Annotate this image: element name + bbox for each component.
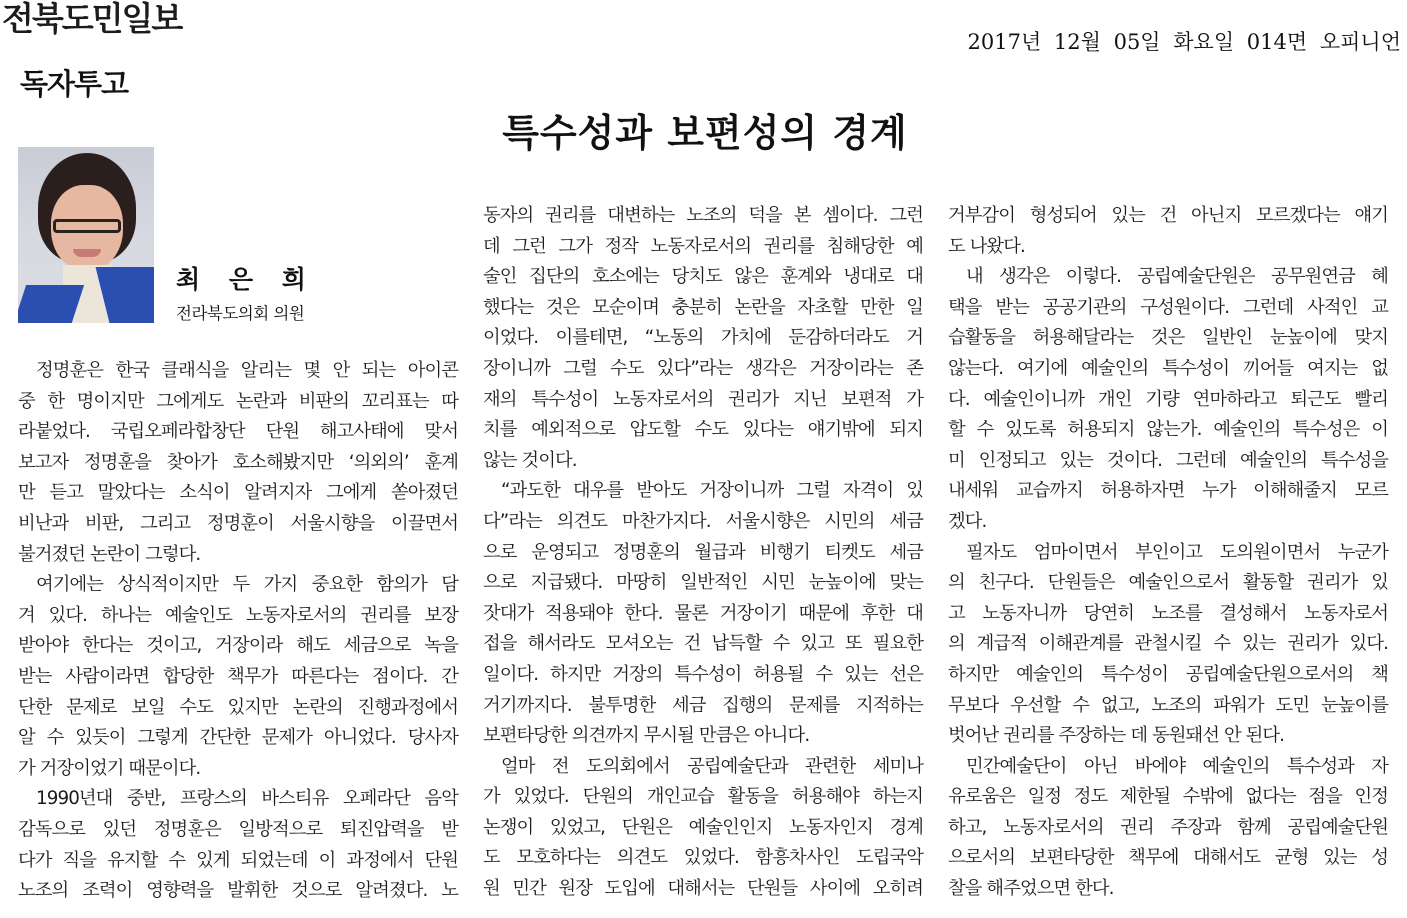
article-text-line: 다. 예술인이니까 개인 기량 연마하라고 퇴근도 빨리 bbox=[948, 388, 1388, 410]
article-text-line: 동자의 권리를 대변하는 노조의 덕을 본 셈이다. 그런 bbox=[483, 205, 923, 226]
article-text-line: 했다는 것은 모순이며 충분히 논란을 자초할 만한 일 bbox=[483, 296, 923, 318]
article-text-line: 접을 해서라도 모셔오는 건 납득할 수 있고 또 필요한 bbox=[483, 633, 923, 655]
article-text-line: 의 친구다. 단원들은 예술인으로서 활동할 권리가 있 bbox=[948, 572, 1388, 594]
article-text-line: 찰을 해주었으면 한다. bbox=[948, 878, 1114, 900]
article-text-line: 보고자 정명훈을 찾아가 호소해봤지만 ‘의외의’ 훈계 bbox=[18, 451, 458, 473]
article-text-line: 받는 사람이라면 합당한 책무가 따른다는 점이다. 간 bbox=[18, 665, 458, 687]
article-text-line: 하지만 예술인의 특수성이 공립예술단원으로서의 책 bbox=[948, 663, 1388, 685]
article-text-line: 내 생각은 이렇다. 공립예술단원은 공무원연금 혜 bbox=[966, 266, 1388, 288]
article-text-line: 단한 문제로 보일 수도 있지만 논란의 진행과정에서 bbox=[18, 696, 458, 718]
article-column-2 bbox=[483, 201, 923, 905]
article-text-line: 재의 특수성이 노동자로서의 권리가 지닌 보편적 가 bbox=[483, 388, 923, 410]
article-text-line: 다”라는 의견도 마찬가지다. 서울시향은 시민의 세금 bbox=[483, 510, 923, 532]
publication-info: 2017년 12월 05일 화요일 014면 오피니언 bbox=[967, 30, 1401, 54]
article-text-line: 도 나왔다. bbox=[948, 235, 1025, 257]
article-text-line: 논쟁이 있었고, 단원은 예술인인지 노동자인지 경계 bbox=[483, 816, 923, 838]
section-label: 독자투고 bbox=[20, 67, 129, 101]
article-text-line: 으로 운영되고 정명훈의 월급과 비행기 티켓도 세금 bbox=[483, 541, 923, 563]
article-text-line: 미 인정되고 있는 것이다. 그런데 예술인의 특수성을 bbox=[948, 449, 1388, 471]
article-text-line: 으로서의 보편타당한 책무에 대해서도 균형 있는 성 bbox=[948, 847, 1388, 869]
article-text-line: 의 계급적 이해관계를 관철시킬 수 있는 권리가 있다. bbox=[948, 633, 1388, 655]
article-text-line: 가 있었다. 단원의 개인교습 활동을 허용해야 하는지 bbox=[483, 786, 923, 808]
article-text-line: 습활동을 허용해달라는 것은 일반인 눈높이에 맞지 bbox=[948, 327, 1388, 349]
article-text-line: 이었다. 이를테면, “노동의 가치에 둔감하더라도 거 bbox=[483, 327, 923, 349]
article-text-line: 라붙었다. 국립오페라합창단 단원 해고사태에 맞서 bbox=[18, 421, 458, 443]
article-text-line: “과도한 대우를 받아도 거장이니까 그럴 자격이 있 bbox=[501, 480, 923, 502]
article-text-line: 비난과 비판, 그리고 정명훈이 서울시향을 이끌면서 bbox=[18, 512, 458, 534]
author-title: 전라북도의회 의원 bbox=[176, 304, 305, 323]
article-text-line: 겨 있다. 하나는 예술인도 노동자로서의 권리를 보장 bbox=[18, 604, 458, 626]
article-text-line: 불거졌던 논란이 그렇다. bbox=[18, 543, 201, 565]
article-text-line: 도 모호하다는 의견도 있었다. 함흥차사인 도립국악 bbox=[483, 847, 923, 869]
portrait-mouth bbox=[73, 249, 101, 257]
article-text-line: 거부감이 형성되어 있는 건 아닌지 모르겠다는 얘기 bbox=[948, 205, 1388, 226]
article-text-line: 노조의 조력이 영향력을 발휘한 것으로 알려졌다. 노 bbox=[18, 880, 458, 902]
article-text-line: 정명훈은 한국 클래식을 알리는 몇 안 되는 아이콘 bbox=[36, 360, 458, 381]
article-column-3 bbox=[948, 201, 1388, 905]
article-text-line: 거기까지다. 불투명한 세금 집행의 문제를 지적하는 bbox=[483, 694, 923, 716]
article-text-line: 다가 직을 유지할 수 있게 되었는데 이 과정에서 단원 bbox=[18, 849, 458, 871]
author-portrait-image bbox=[18, 147, 154, 323]
article-headline: 특수성과 보편성의 경계 bbox=[502, 110, 908, 155]
article-text-line: 내세워 교습까지 허용하자면 누가 이해해줄지 모르 bbox=[948, 480, 1388, 502]
article-text-line: 택을 받는 공공기관의 구성원이다. 그런데 사적인 교 bbox=[948, 296, 1388, 318]
article-text-line: 여기에는 상식적이지만 두 가지 중요한 함의가 담 bbox=[36, 574, 458, 596]
article-text-line: 일이다. 하지만 거장의 특수성이 허용될 수 있는 선은 bbox=[483, 663, 923, 685]
article-text-line: 치를 예외적으로 압도할 수도 있다는 얘기밖에 되지 bbox=[483, 419, 923, 441]
article-text-line: 무보다 우선할 수 없고, 노조의 파워가 도민 눈높이를 bbox=[948, 694, 1388, 716]
article-text-line: 만 듣고 말았다는 소식이 알려지자 그에게 쏟아졌던 bbox=[18, 482, 458, 504]
article-text-line: 원 민간 원장 도입에 대해서는 단원들 사이에 오히려 bbox=[483, 878, 923, 900]
author-name: 최 은 희 bbox=[176, 265, 316, 294]
article-text-line: 얼마 전 도의회에서 공립예술단과 관련한 세미나 bbox=[501, 755, 923, 777]
article-text-line: 데 그런 그가 정작 노동자로서의 권리를 침해당한 예 bbox=[483, 235, 923, 257]
article-text-line: 하고, 노동자로서의 권리 주장과 함께 공립예술단원 bbox=[948, 816, 1388, 838]
article-column-1 bbox=[18, 356, 458, 907]
article-text-line: 민간예술단이 아닌 바에야 예술인의 특수성과 자 bbox=[966, 755, 1388, 777]
article-text-line: 보편타당한 의견까지 무시될 만큼은 아니다. bbox=[483, 725, 810, 747]
article-text-line: 받아야 한다는 것이고, 거장이라 해도 세금으로 녹을 bbox=[18, 635, 458, 657]
article-text-line: 중 한 명이지만 그에게도 논란과 비판의 꼬리표는 따 bbox=[18, 390, 458, 412]
portrait-glasses bbox=[53, 219, 121, 233]
article-text-line: 1990년대 중반, 프랑스의 바스티유 오페라단 음악 bbox=[36, 788, 458, 810]
article-text-line: 않는다. 여기에 예술인의 특수성이 끼어들 여지는 없 bbox=[948, 357, 1388, 379]
article-text-line: 고 노동자니까 당연히 노조를 결성해서 노동자로서 bbox=[948, 602, 1388, 624]
article-text-line: 가 거장이었기 때문이다. bbox=[18, 757, 201, 779]
article-text-line: 장이니까 그럴 수도 있다”라는 생각은 거장이라는 존 bbox=[483, 357, 923, 379]
newspaper-logo: 전북도민일보 bbox=[2, 0, 182, 38]
article-text-line: 잣대가 적용돼야 한다. 물론 거장이기 때문에 후한 대 bbox=[483, 602, 923, 624]
article-text-line: 겠다. bbox=[948, 510, 987, 532]
article-text-line: 술인 집단의 호소에는 당치도 않은 훈계와 냉대로 대 bbox=[483, 266, 923, 288]
article-text-line: 감독으로 있던 정명훈은 일방적으로 퇴진압력을 받 bbox=[18, 818, 458, 840]
article-text-line: 벗어난 권리를 주장하는 데 동원돼선 안 된다. bbox=[948, 725, 1285, 747]
article-text-line: 유로움은 일정 정도 제한될 수밖에 없다는 점을 인정 bbox=[948, 786, 1388, 808]
article-text-line: 않는 것이다. bbox=[483, 449, 577, 471]
article-text-line: 으로 지급됐다. 마땅히 일반적인 시민 눈높이에 맞는 bbox=[483, 572, 923, 594]
article-text-line: 할 수 있도록 허용되지 않는가. 예술인의 특수성은 이 bbox=[948, 419, 1388, 441]
article-text-line: 알 수 있듯이 그렇게 간단한 문제가 아니었다. 당사자 bbox=[18, 727, 458, 749]
article-text-line: 필자도 엄마이면서 부인이고 도의원이면서 누군가 bbox=[966, 541, 1388, 563]
